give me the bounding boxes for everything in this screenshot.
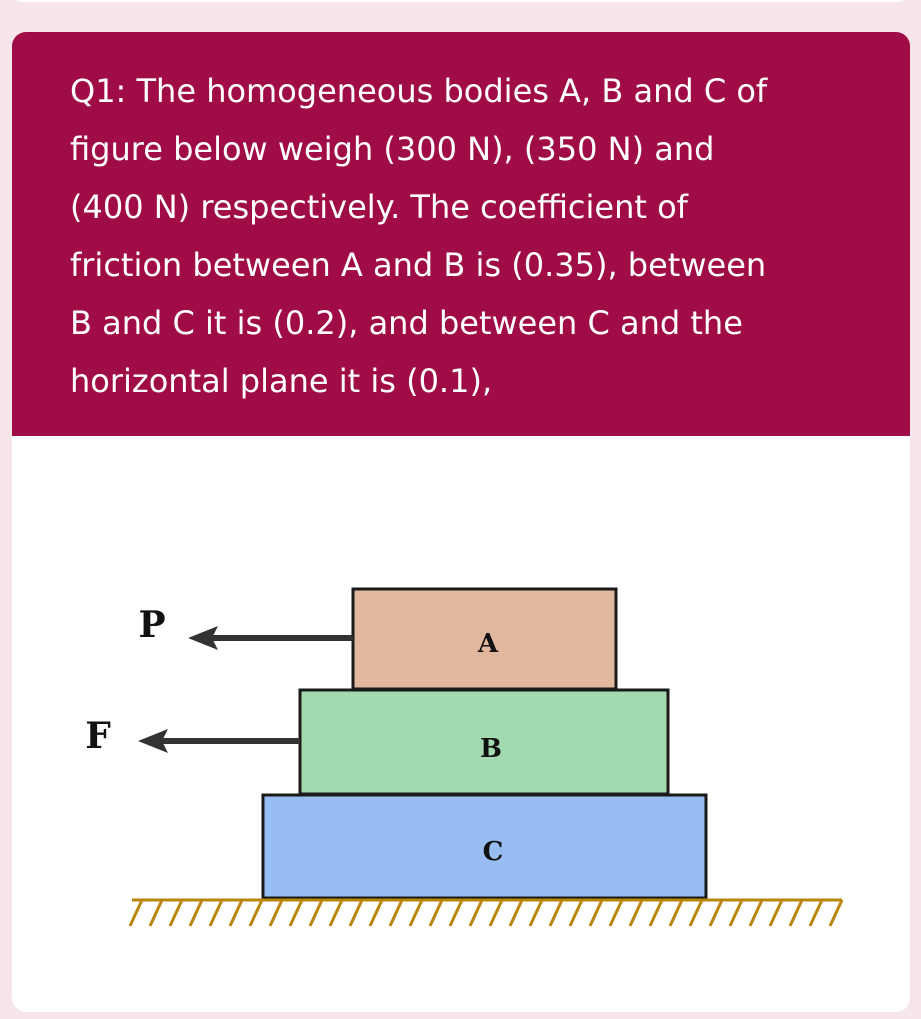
blocks-diagram xyxy=(12,32,910,1012)
ground-hatch-mark xyxy=(250,900,262,926)
ground-hatch-mark xyxy=(470,900,482,926)
previous-card-edge xyxy=(12,0,907,2)
ground-hatch-mark xyxy=(370,900,382,926)
question-line: Q1: The homogeneous bodies A, B and C of xyxy=(70,72,768,110)
ground-hatch-mark xyxy=(770,900,782,926)
question-line: horizontal plane it is (0.1), xyxy=(70,362,493,400)
ground-hatch-mark xyxy=(690,900,702,926)
ground-hatch-mark xyxy=(150,900,162,926)
ground-hatch-mark xyxy=(430,900,442,926)
ground-hatch-mark xyxy=(130,900,142,926)
question-line: B and C it is (0.2), and between C and the xyxy=(70,304,743,342)
ground-hatch-mark xyxy=(490,900,502,926)
ground-hatch-mark xyxy=(630,900,642,926)
block-a-label: A xyxy=(477,629,499,659)
question-line: (400 N) respectively. The coefficient of xyxy=(70,188,688,226)
ground-hatching xyxy=(130,900,842,926)
question-line: friction between A and B is (0.35), between xyxy=(70,246,767,284)
force-p-label: P xyxy=(138,604,166,646)
ground-hatch-mark xyxy=(510,900,522,926)
force-f-label: F xyxy=(85,715,111,757)
ground-hatch-mark xyxy=(270,900,282,926)
ground-hatch-mark xyxy=(670,900,682,926)
ground-hatch-mark xyxy=(310,900,322,926)
block-c-label: C xyxy=(482,837,504,867)
ground-hatch-mark xyxy=(710,900,722,926)
ground-hatch-mark xyxy=(830,900,842,926)
force-f-arrow xyxy=(138,729,300,753)
ground-hatch-mark xyxy=(210,900,222,926)
ground-hatch-mark xyxy=(330,900,342,926)
ground-hatch-mark xyxy=(730,900,742,926)
ground-hatch-mark xyxy=(590,900,602,926)
ground-hatch-mark xyxy=(750,900,762,926)
ground-hatch-mark xyxy=(170,900,182,926)
ground-hatch-mark xyxy=(550,900,562,926)
ground-hatch-mark xyxy=(610,900,622,926)
ground-hatch-mark xyxy=(530,900,542,926)
ground-hatch-mark xyxy=(290,900,302,926)
question-card xyxy=(12,32,910,1012)
ground-hatch-mark xyxy=(650,900,662,926)
ground-hatch-mark xyxy=(790,900,802,926)
ground-hatch-mark xyxy=(410,900,422,926)
ground-hatch-mark xyxy=(450,900,462,926)
force-p-arrow xyxy=(188,626,353,650)
ground-hatch-mark xyxy=(390,900,402,926)
ground-hatch-mark xyxy=(190,900,202,926)
question-line: figure below weigh (300 N), (350 N) and xyxy=(70,130,715,168)
ground-hatch-mark xyxy=(230,900,242,926)
block-b-label: B xyxy=(480,734,502,764)
ground-hatch-mark xyxy=(350,900,362,926)
ground-hatch-mark xyxy=(810,900,822,926)
ground-hatch-mark xyxy=(570,900,582,926)
